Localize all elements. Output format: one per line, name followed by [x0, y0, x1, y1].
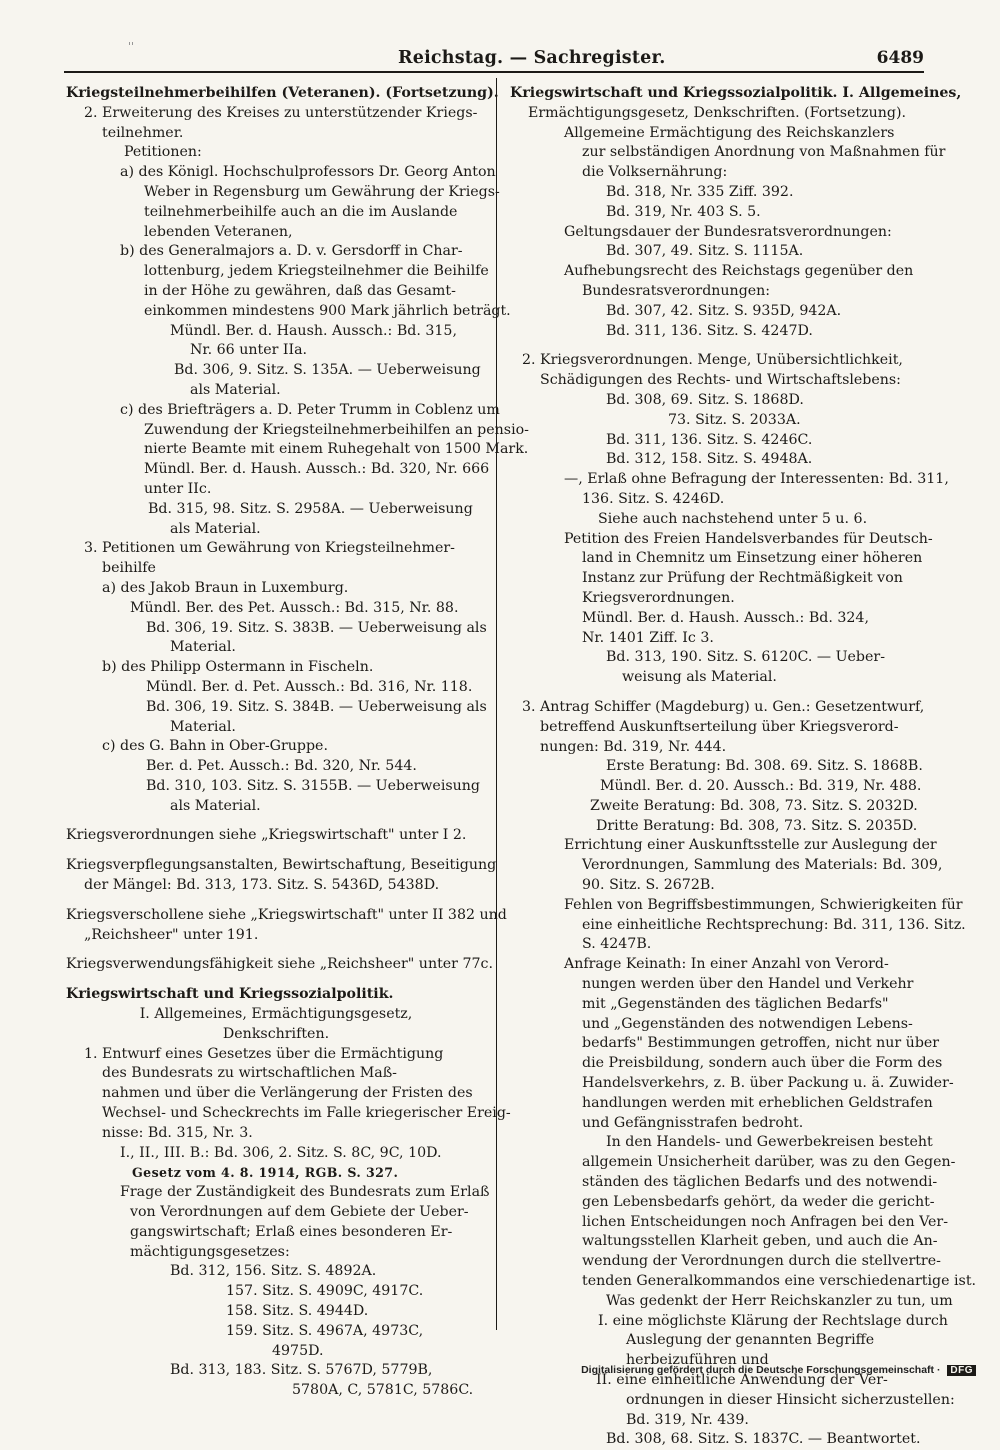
right-column-text-line: nungen: Bd. 319, Nr. 444. — [540, 738, 727, 755]
left-column-text-line: lottenburg, jedem Kriegsteilnehmer die Beihilfe — [144, 263, 489, 280]
left-column-text-line: Bd. 306, 19. Sitz. S. 384B. — Ueberweisung als — [146, 698, 487, 715]
right-column-text-line: Mündl. Ber. d. Haush. Aussch.: Bd. 324, — [582, 609, 869, 626]
right-column-text-line: —, Erlaß ohne Befragung der Interessenten: Bd. 311, — [564, 471, 949, 488]
right-column-text-line: und Gefängnisstrafen bedroht. — [582, 1114, 804, 1131]
right-column-text-line: S. 4247B. — [582, 936, 652, 953]
left-column-text-line: nisse: Bd. 315, Nr. 3. — [102, 1124, 253, 1141]
left-column-text-line: Mündl. Ber. des Pet. Aussch.: Bd. 315, Nr. 88. — [130, 599, 459, 616]
scan-mark: '' — [128, 40, 135, 53]
left-column-text-line: Zuwendung der Kriegsteilnehmerbeihilfen an pensio- — [144, 421, 529, 438]
left-column-text-line: c) des G. Bahn in Ober-Gruppe. — [102, 738, 328, 755]
right-column-text-line: zur selbständigen Anordnung von Maßnahmen für — [582, 144, 946, 161]
left-column-text-line: Bd. 312, 156. Sitz. S. 4892A. — [170, 1263, 377, 1280]
left-column-text-line: als Material. — [170, 797, 261, 814]
right-column-text-line: eine einheitliche Rechtsprechung: Bd. 311, 136. Sitz. — [582, 916, 966, 933]
right-column-text-line: Bd. 308, 68. Sitz. S. 1837C. — Beantwortet. — [606, 1431, 921, 1448]
right-column-text-line: Zweite Beratung: Bd. 308, 73. Sitz. S. 2032D. — [590, 797, 918, 814]
right-column-text-line: Fehlen von Begriffsbestimmungen, Schwierigkeiten für — [564, 896, 963, 913]
left-column-text-line: b) des Philipp Ostermann in Fischeln. — [102, 659, 374, 676]
running-head: Reichstag. — Sachregister. — [398, 48, 666, 68]
right-column-text-line: Handelsverkehrs, z. B. über Packung u. ä. Zuwider- — [582, 1075, 954, 1092]
footer-text: Digitalisierung gefördert durch die Deutsche Forschungsgemeinschaft · — [581, 1364, 941, 1376]
right-column-text-line: Bd. 308, 69. Sitz. S. 1868D. — [606, 391, 804, 408]
left-column-text-line: Wechsel- und Scheckrechts im Falle kriegerischer Ereig- — [102, 1105, 511, 1122]
right-column-text-line: Errichtung einer Auskunftsstelle zur Auslegung der — [564, 837, 937, 854]
left-column-text-line: nahmen und über die Verlängerung der Fristen des — [102, 1085, 473, 1102]
footer-credit — [581, 1364, 976, 1376]
left-column-text-line: 3. Petitionen um Gewährung von Kriegsteilnehmer- — [84, 540, 455, 557]
left-column-text-line: Bd. 306, 9. Sitz. S. 135A. — Ueberweisung — [174, 362, 481, 379]
paragraph-gap — [66, 816, 486, 826]
left-column-text-line: einkommen mindestens 900 Mark jährlich beträgt. — [144, 302, 511, 319]
right-column-text-line: In den Handels- und Gewerbekreisen besteht — [606, 1134, 933, 1151]
right-column-text-line: ordnungen in dieser Hinsicht sicherzustellen: — [626, 1391, 955, 1408]
left-column-text-line: mächtigungsgesetzes: — [130, 1243, 290, 1260]
right-column-text-line: 136. Sitz. S. 4246D. — [582, 490, 725, 507]
left-column-text-line: 159. Sitz. S. 4967A, 4973C, — [226, 1322, 424, 1339]
right-column-text-line: 2. Kriegsverordnungen. Menge, Unübersichtlichkeit, — [522, 352, 903, 369]
right-column-text-line: ständen des täglichen Bedarfs und des notwendi- — [582, 1174, 938, 1191]
left-column-text-line: Mündl. Ber. d. Haush. Aussch.: Bd. 320, Nr. 666 — [144, 461, 490, 478]
right-column-text-line: Mündl. Ber. d. 20. Aussch.: Bd. 319, Nr. 488. — [600, 778, 922, 795]
left-column-text-line: Frage der Zuständigkeit des Bundesrats zum Erlaß — [120, 1184, 490, 1201]
left-column-text-line: Denkschriften. — [222, 1025, 330, 1042]
right-column-text-line: wendung der Verordnungen durch die stellvertre- — [582, 1253, 941, 1270]
right-column-text-line: Auslegung der genannten Begriffe — [626, 1332, 875, 1349]
right-column-text-line: Allgemeine Ermächtigung des Reichskanzlers — [564, 124, 895, 141]
right-column-text-line: Anfrage Keinath: In einer Anzahl von Verord- — [564, 956, 889, 973]
left-column-text-line: gangswirtschaft; Erlaß eines besonderen Er- — [130, 1223, 453, 1240]
right-column-text-line: Bundesratsverordnungen: — [582, 282, 771, 299]
left-column-text-line: Mündl. Ber. d. Pet. Aussch.: Bd. 316, Nr. 118. — [146, 678, 473, 695]
left-column-text-line: Bd. 315, 98. Sitz. S. 2958A. — Ueberweisung — [148, 500, 473, 517]
right-column-text-line: tenden Generalkommandos eine verschiedenartige ist. — [582, 1273, 977, 1290]
left-column-text-line: nierte Beamte mit einem Ruhegehalt von 1500 Mark. — [144, 441, 529, 458]
left-column-text-line: Bd. 306, 19. Sitz. S. 383B. — Ueberweisung als — [146, 619, 487, 636]
left-column-text-line: b) des Generalmajors a. D. v. Gersdorff in Char- — [120, 243, 463, 260]
right-column-text-line: Petition des Freien Handelsverbandes für Deutsch- — [564, 530, 933, 547]
header-rule — [64, 71, 924, 73]
right-column-text-line: Siehe auch nachstehend unter 5 u. 6. — [598, 510, 868, 527]
left-column-text-line: Kriegswirtschaft und Kriegssozialpolitik. — [66, 986, 394, 1003]
left-column-text-line: Kriegsverordnungen siehe „Kriegswirtschaft" unter I 2. — [66, 827, 467, 844]
right-column-text-line: Ermächtigungsgesetz, Denkschriften. (Fortsetzung). — [528, 104, 907, 121]
left-column-text-line: Ber. d. Pet. Aussch.: Bd. 320, Nr. 544. — [146, 758, 417, 775]
right-column-text-line: Bd. 307, 49. Sitz. S. 1115A. — [606, 243, 804, 260]
right-column-text-line: und „Gegenständen des notwendigen Lebens- — [582, 1015, 913, 1032]
left-column-text-line: des Bundesrats zu wirtschaftlichen Maß- — [102, 1065, 397, 1082]
right-column-text-line: land in Chemnitz um Einsetzung einer höheren — [582, 550, 923, 567]
left-column-text-line: von Verordnungen auf dem Gebiete der Ueber- — [130, 1204, 469, 1221]
left-column-text-line: Bd. 313, 183. Sitz. S. 5767D, 5779B, — [170, 1362, 433, 1379]
right-column-text-line: Nr. 1401 Ziff. Ic 3. — [582, 629, 714, 646]
right-column-text-line: 90. Sitz. S. 2672B. — [582, 877, 715, 894]
right-column-text-line: II. eine einheitliche Anwendung der Ver- — [596, 1372, 888, 1388]
left-column-text-line: a) des Königl. Hochschulprofessors Dr. Georg Anton — [120, 164, 496, 181]
right-column-text-line: handlungen werden mit erheblichen Geldstrafen — [582, 1094, 933, 1111]
left-column-text-line: als Material. — [170, 520, 261, 537]
left-column-text-line: c) des Briefträgers a. D. Peter Trumm in Coblenz um — [120, 401, 500, 418]
right-column-text-line: weisung als Material. — [622, 669, 777, 686]
left-column-text-line: als Material. — [190, 381, 281, 398]
left-column-text-line: a) des Jakob Braun in Luxemburg. — [102, 579, 349, 596]
right-column-text-line: Bd. 307, 42. Sitz. S. 935D, 942A. — [606, 302, 842, 319]
left-column-text-line: Petitionen: — [124, 144, 202, 161]
right-column-text-line: 73. Sitz. S. 2033A. — [668, 411, 801, 428]
right-column-text-line: waltungsstellen Klarheit geben, und auch die An- — [582, 1233, 938, 1250]
right-column-text-line: Erste Beratung: Bd. 308. 69. Sitz. S. 1868B. — [606, 758, 923, 775]
left-column-text-line: Nr. 66 unter IIa. — [190, 342, 308, 359]
right-column-text-line: Bd. 318, Nr. 335 Ziff. 392. — [606, 183, 794, 200]
left-column-text-line: Material. — [170, 639, 236, 656]
right-column-text-line: herbeizuführen und — [626, 1352, 769, 1369]
left-column-text-line: Gesetz vom 4. 8. 1914, RGB. S. 327. — [132, 1165, 399, 1181]
paragraph-gap — [510, 688, 924, 698]
right-column-text-line: Geltungsdauer der Bundesratsverordnungen: — [564, 223, 892, 240]
right-column-text-line: Instanz zur Prüfung der Rechtmäßigkeit von — [582, 570, 903, 587]
left-column-text-line: in der Höhe zu gewähren, daß das Gesamt- — [144, 282, 456, 299]
right-column-text-line: Bd. 311, 136. Sitz. S. 4247D. — [606, 322, 813, 339]
right-column-text-line: allgemein Unsicherheit darüber, was zu den Gegen- — [582, 1154, 956, 1171]
left-column-text-line: Kriegsverwendungsfähigkeit siehe „Reichsheer" unter 77c. — [66, 956, 493, 973]
left-column-text-line: Kriegsverpflegungsanstalten, Bewirtschaftung, Beseitigung — [66, 857, 497, 874]
right-column-text-line: I. eine möglichste Klärung der Rechtslage durch — [598, 1312, 948, 1329]
left-column-text-line: Kriegsverschollene siehe „Kriegswirtschaft" unter II 382 und — [66, 906, 507, 923]
left-column-text-line: Kriegsteilnehmerbeihilfen (Veteranen). (Fortsetzung). — [66, 85, 499, 101]
right-column-text-line: Schädigungen des Rechts- und Wirtschaftslebens: — [540, 372, 901, 389]
right-column-text-line: 3. Antrag Schiffer (Magdeburg) u. Gen.: Gesetzentwurf, — [522, 698, 925, 715]
left-column-text-line: 157. Sitz. S. 4909C, 4917C. — [226, 1283, 424, 1300]
left-column-text-line: lebenden Veteranen, — [144, 223, 293, 240]
left-column-text-line: beihilfe — [102, 560, 156, 577]
right-column-text-line: Verordnungen, Sammlung des Materials: Bd. 309, — [582, 857, 943, 874]
right-column-text-line: gen Lebensbedarfs gehört, da weder die gericht- — [582, 1193, 935, 1210]
right-column-text-line: Bd. 311, 136. Sitz. S. 4246C. — [606, 431, 813, 448]
left-column-text-line: 4975D. — [272, 1342, 324, 1359]
left-column-text-line: 1. Entwurf eines Gesetzes über die Ermächtigung — [84, 1045, 444, 1062]
left-column-text-line: der Mängel: Bd. 313, 173. Sitz. S. 5436D, 5438D. — [84, 877, 440, 894]
right-column-text-line: mit „Gegenständen des täglichen Bedarfs" — [582, 995, 889, 1012]
left-column-text-line: 5780A, C, 5781C, 5786C. — [292, 1382, 474, 1399]
right-column-text-line: bedarfs" Bestimmungen getroffen, nicht nur über — [582, 1035, 940, 1052]
left-column-text-line: Bd. 310, 103. Sitz. S. 3155B. — Ueberweisung — [146, 777, 480, 794]
right-column-text-line: Aufhebungsrecht des Reichstags gegenüber den — [564, 263, 914, 280]
left-column-text-line: teilnehmerbeihilfe auch an die im Auslande — [144, 203, 458, 220]
left-column-text-line: Material. — [170, 718, 236, 735]
paragraph-gap — [66, 945, 486, 955]
right-column-text-line: Bd. 312, 158. Sitz. S. 4948A. — [606, 451, 813, 468]
left-column-text-line: I. Allgemeines, Ermächtigungsgesetz, — [139, 1006, 413, 1023]
right-column-text-line: Bd. 313, 190. Sitz. S. 6120C. — Ueber- — [606, 649, 885, 666]
right-column-text-line: betreffend Auskunftserteilung über Kriegsverord- — [540, 718, 899, 735]
right-column-text-line: Bd. 319, Nr. 403 S. 5. — [606, 203, 761, 220]
paragraph-gap — [510, 341, 924, 351]
left-column-text-line: Weber in Regensburg um Gewährung der Kriegs- — [144, 183, 500, 200]
left-column-text-line: I., II., III. B.: Bd. 306, 2. Sitz. S. 8C, 9C, 10D. — [120, 1144, 442, 1161]
paragraph-gap — [66, 896, 486, 906]
left-column — [66, 84, 529, 1401]
right-column-text-line: Kriegswirtschaft und Kriegssozialpolitik. I. Allgemeines, — [510, 85, 962, 101]
right-column-text-line: die Preisbildung, sondern auch über die Form des — [582, 1055, 943, 1072]
right-column-text-line: Dritte Beratung: Bd. 308, 73. Sitz. S. 2035D. — [596, 817, 918, 834]
right-column-text-line: die Volksernährung: — [582, 164, 728, 181]
left-column-text-line: unter IIc. — [144, 480, 212, 497]
dfg-logo: DFG — [947, 1365, 976, 1376]
right-column-text-line: Was gedenkt der Herr Reichskanzler zu tun, um — [606, 1292, 953, 1309]
right-column-text-line: Bd. 319, Nr. 439. — [626, 1411, 749, 1428]
right-column-text-line: lichen Entscheidungen noch Anfragen bei den Ver- — [582, 1213, 949, 1230]
left-column-text-line: 2. Erweiterung des Kreises zu unterstützender Kriegs- — [84, 104, 478, 121]
right-column-text-line: Kriegsverordnungen. — [582, 589, 735, 606]
left-column-text-line: „Reichsheer" unter 191. — [84, 926, 259, 943]
column-divider — [496, 78, 497, 1330]
left-column-text-line: Mündl. Ber. d. Haush. Aussch.: Bd. 315, — [170, 322, 457, 339]
left-column-text-line: 158. Sitz. S. 4944D. — [226, 1303, 369, 1320]
paragraph-gap — [66, 975, 486, 985]
left-column-text-line: teilnehmer. — [102, 124, 184, 141]
page-number: 6489 — [876, 48, 924, 68]
right-column-text-line: nungen werden über den Handel und Verkehr — [582, 976, 914, 993]
paragraph-gap — [66, 846, 486, 856]
